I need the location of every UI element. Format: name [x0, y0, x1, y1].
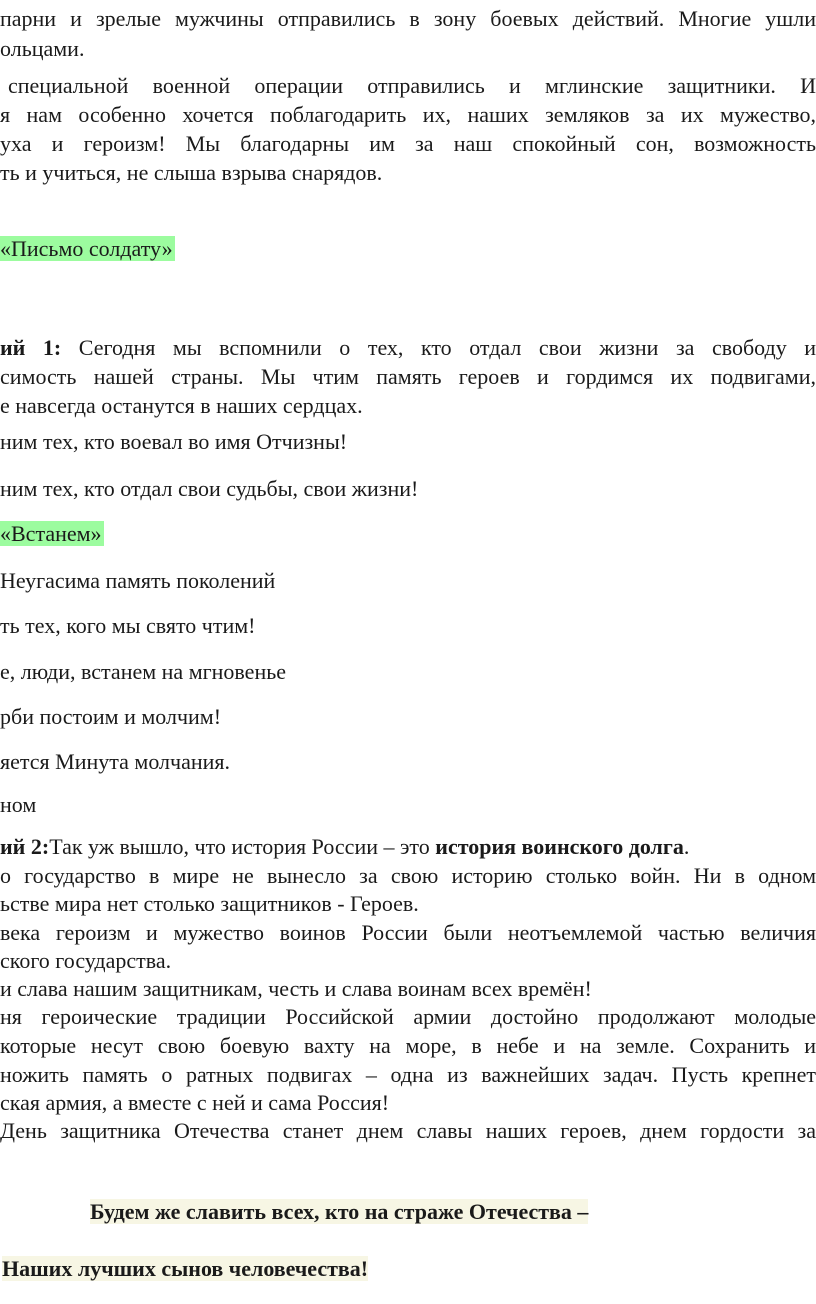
- speaker1-text-1: Сегодня мы вспомнили о тех, кто отдал свои жизни за свободу и: [78, 335, 816, 360]
- closing-line-1-text: Будем же славить всех, кто на страже Отечества –: [90, 1199, 589, 1224]
- closing-line-2: [2, 1254, 410, 1284]
- mglin-line-3: уха и героизм! Мы благодарны им за наш спокойный сон, возможность: [0, 131, 816, 156]
- metronome: ном: [0, 792, 37, 817]
- mglin-line-4: ть и учиться, не слыша взрыва снарядов.: [0, 160, 383, 185]
- speaker2-line-2: о государство в мире не вынесло за свою историю столько войн. Ни в одном: [0, 863, 816, 888]
- poem-line-4: рби постоим и молчим!: [0, 704, 222, 729]
- intro-line-1: парни и зрелые мужчины отправились в зону боевых действий. Многие ушли: [0, 6, 816, 31]
- speaker2-line-4: века героизм и мужество воинов России были неотъемлемой частью величия: [0, 920, 816, 945]
- speaker2-text-bold: история воинского долга: [435, 834, 684, 859]
- remember-line-1: ним тех, кто воевал во имя Отчизны!: [0, 429, 348, 454]
- speaker1-line-1: [0, 333, 816, 363]
- speaker2-line-10: ская армия, а вместе с ней и сама Россия!: [0, 1090, 390, 1115]
- speaker2-line-9: ножить память о ратных подвигах – одна из важнейших задач. Пусть крепнет: [0, 1062, 816, 1087]
- speaker2-line-8: которые несут свою боевую вахту на море, в небе и на земле. Сохранить и: [0, 1033, 816, 1058]
- song-title-stand: [0, 519, 816, 549]
- poem-line-3: е, люди, встанем на мгновенье: [0, 659, 287, 684]
- speaker1-label: ий 1:: [0, 335, 62, 360]
- song-title-letter-text: «Письмо солдату»: [0, 236, 173, 261]
- speaker2-line-7: ня героические традиции Российской армии достойно продолжают молодые: [0, 1004, 816, 1029]
- speaker1-line-3: е навсегда останутся в наших сердцах.: [0, 393, 363, 418]
- poem-line-2: ть тех, кого мы свято чтим!: [0, 613, 256, 638]
- mglin-line-1: специальной военной операции отправились и мглинские защитники. И: [8, 73, 816, 98]
- song-title-letter: [0, 234, 816, 264]
- speaker2-line-3: ьстве мира нет столько защитников - Героев.: [0, 891, 419, 916]
- speaker2-label: ий 2:: [0, 834, 50, 859]
- speaker1-line-2: симость нашей страны. Мы чтим память героев и гордимся их подвигами,: [0, 364, 816, 389]
- song-title-stand-text: «Встанем»: [0, 521, 102, 546]
- speaker2-line-11: День защитника Отечества станет днем славы наших героев, днем гордости за: [0, 1118, 816, 1143]
- mglin-line-2: я нам особенно хочется поблагодарить их, наших земляков за их мужество,: [0, 102, 816, 127]
- intro-line-2: ольцами.: [0, 36, 85, 61]
- speaker2-text-end: .: [683, 834, 690, 859]
- speaker2-line-5: ского государства.: [0, 948, 172, 973]
- speaker2-text-start: Так уж вышло, что история России – это: [49, 834, 436, 859]
- remember-line-2: ним тех, кто отдал свои судьбы, свои жизни!: [0, 476, 419, 501]
- closing-line-1: [90, 1197, 650, 1227]
- speaker2-line-6: и слава нашим защитникам, честь и слава воинам всех времён!: [0, 976, 592, 1001]
- minute-silence: яется Минута молчания.: [0, 749, 231, 774]
- speaker2-line-1: [0, 832, 816, 862]
- poem-line-1: Неугасима память поколений: [0, 568, 276, 593]
- closing-line-2-text: Наших лучших сынов человечества!: [2, 1256, 369, 1281]
